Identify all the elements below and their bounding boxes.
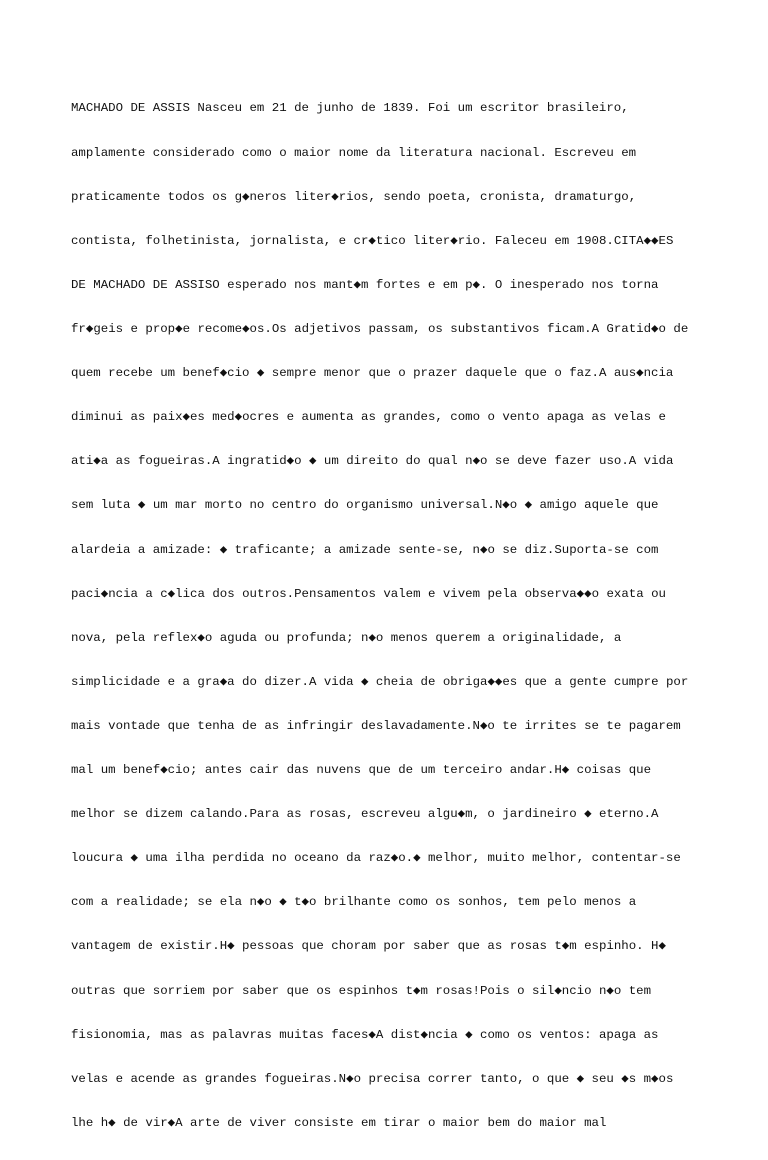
text-line-20: vantagem de existir.H◆ pessoas que choram por saber que as rosas t◆m espinho. H◆ — [71, 939, 666, 954]
text-line-7: quem recebe um benef◆cio ◆ sempre menor que o prazer daquele que o faz.A aus◆ncia — [71, 366, 674, 381]
text-line-3: praticamente todos os g◆neros liter◆rios, sendo poeta, cronista, dramaturgo, — [71, 189, 637, 204]
text-line-4: contista, folhetinista, jornalista, e cr◆tico liter◆rio. Faleceu em 1908.CITA◆◆ES — [71, 233, 674, 248]
text-line-2: amplamente considerado como o maior nome da literatura nacional. Escreveu em — [71, 145, 637, 160]
text-line-18: loucura ◆ uma ilha perdida no oceano da raz◆o.◆ melhor, muito melhor, contentar-se — [71, 851, 681, 866]
text-line-15: mais vontade que tenha de as infringir deslavadamente.N◆o te irrites se te pagarem — [71, 718, 681, 733]
text-line-22: fisionomia, mas as palavras muitas faces◆A dist◆ncia ◆ como os ventos: apaga as — [71, 1027, 659, 1042]
text-line-23: velas e acende as grandes fogueiras.N◆o precisa correr tanto, o que ◆ seu ◆s m◆os — [71, 1071, 674, 1086]
document-body-text — [71, 72, 711, 1160]
text-line-21: outras que sorriem por saber que os espinhos t◆m rosas!Pois o sil◆ncio n◆o tem — [71, 983, 652, 998]
text-line-16: mal um benef◆cio; antes cair das nuvens que de um terceiro andar.H◆ coisas que — [71, 763, 652, 778]
text-line-10: sem luta ◆ um mar morto no centro do organismo universal.N◆o ◆ amigo aquele que — [71, 498, 659, 513]
text-line-1: MACHADO DE ASSIS Nasceu em 21 de junho de 1839. Foi um escritor brasileiro, — [71, 101, 629, 116]
text-line-14: simplicidade e a gra◆a do dizer.A vida ◆ cheia de obriga◆◆es que a gente cumpre por — [71, 674, 689, 689]
text-line-17: melhor se dizem calando.Para as rosas, escreveu algu◆m, o jardineiro ◆ eterno.A — [71, 807, 659, 822]
text-line-19: com a realidade; se ela n◆o ◆ t◆o brilhante como os sonhos, tem pelo menos a — [71, 895, 637, 910]
text-line-13: nova, pela reflex◆o aguda ou profunda; n◆o menos querem a originalidade, a — [71, 630, 622, 645]
text-line-5: DE MACHADO DE ASSISO esperado nos mant◆m fortes e em p◆. O inesperado nos torna — [71, 277, 659, 292]
text-line-11: alardeia a amizade: ◆ traficante; a amizade sente-se, n◆o se diz.Suporta-se com — [71, 542, 659, 557]
text-line-12: paci◆ncia a c◆lica dos outros.Pensamentos valem e vivem pela observa◆◆o exata ou — [71, 586, 666, 601]
text-line-9: ati◆a as fogueiras.A ingratid◆o ◆ um direito do qual n◆o se deve fazer uso.A vida — [71, 454, 674, 469]
text-line-24: lhe h◆ de vir◆A arte de viver consiste em tirar o maior bem do maior mal — [71, 1115, 607, 1130]
text-line-8: diminui as paix◆es med◆ocres e aumenta as grandes, como o vento apaga as velas e — [71, 410, 666, 425]
text-line-6: fr◆geis e prop◆e recome◆os.Os adjetivos passam, os substantivos ficam.A Gratid◆o de — [71, 321, 689, 336]
